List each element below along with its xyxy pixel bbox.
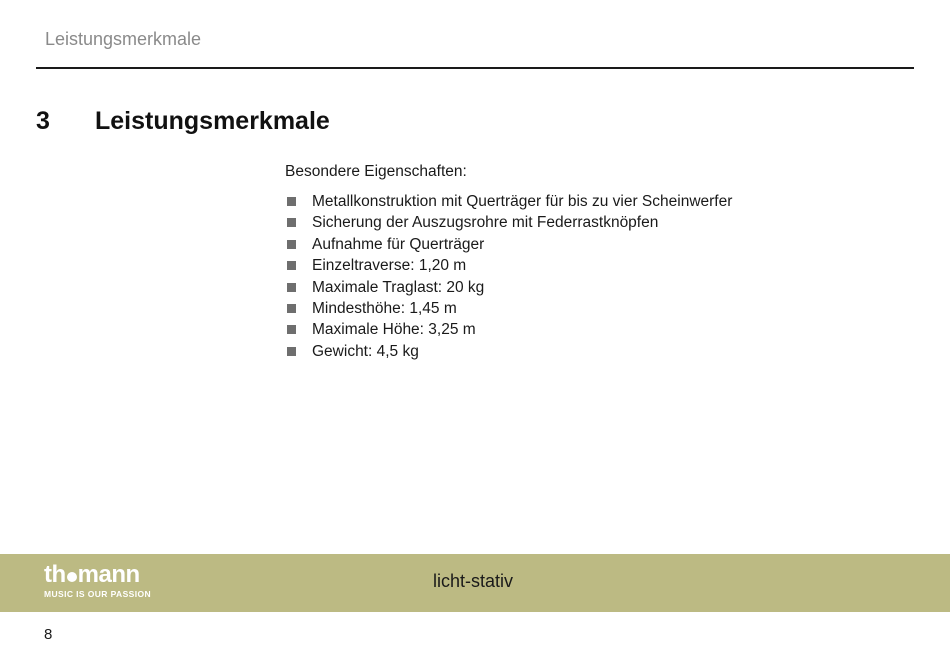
logo-wordmark [44, 562, 151, 588]
square-bullet-icon [287, 218, 296, 227]
thomann-logo [44, 562, 151, 599]
running-header: Leistungsmerkmale [45, 29, 202, 49]
features-list [285, 191, 732, 362]
list-item-text: Metallkonstruktion mit Querträger für bis zu vier Scheinwerfer [312, 193, 733, 210]
list-item [285, 234, 732, 255]
list-item-text: Gewicht: 4,5 kg [312, 342, 419, 360]
list-item-text: Aufnahme für Querträger [312, 235, 485, 253]
square-bullet-icon [287, 240, 296, 249]
list-item-text: Sicherung der Auszugsrohre mit Federrastknöpfen [312, 214, 659, 232]
features-intro: Besondere Eigenschaften: [285, 163, 467, 180]
list-item-text: Maximale Traglast: 20 kg [312, 278, 485, 296]
page-number: 8 [44, 626, 53, 643]
square-bullet-icon [287, 261, 296, 270]
list-item [285, 319, 732, 340]
square-bullet-icon [287, 347, 296, 356]
section-number: 3 [36, 107, 50, 135]
logo-tagline: MUSIC IS OUR PASSION [44, 589, 152, 599]
logo-text-right: mann [77, 561, 140, 588]
list-item [285, 277, 732, 298]
header-divider [36, 67, 914, 69]
list-item [285, 341, 732, 362]
list-item [285, 212, 732, 233]
square-bullet-icon [287, 304, 296, 313]
square-bullet-icon [287, 325, 296, 334]
section-title: Leistungsmerkmale [95, 107, 330, 135]
list-item [285, 191, 732, 212]
list-item-text: Maximale Höhe: 3,25 m [312, 321, 476, 339]
list-item [285, 255, 732, 276]
list-item [285, 298, 732, 319]
footer-band [0, 554, 950, 612]
footer-product-name: licht-stativ [433, 571, 514, 591]
logo-text-left: th [44, 561, 66, 588]
list-item-text: Mindesthöhe: 1,45 m [312, 299, 457, 317]
square-bullet-icon [287, 197, 296, 206]
list-item-text: Einzeltraverse: 1,20 m [312, 257, 467, 275]
logo-dot-icon [67, 572, 77, 582]
square-bullet-icon [287, 283, 296, 292]
